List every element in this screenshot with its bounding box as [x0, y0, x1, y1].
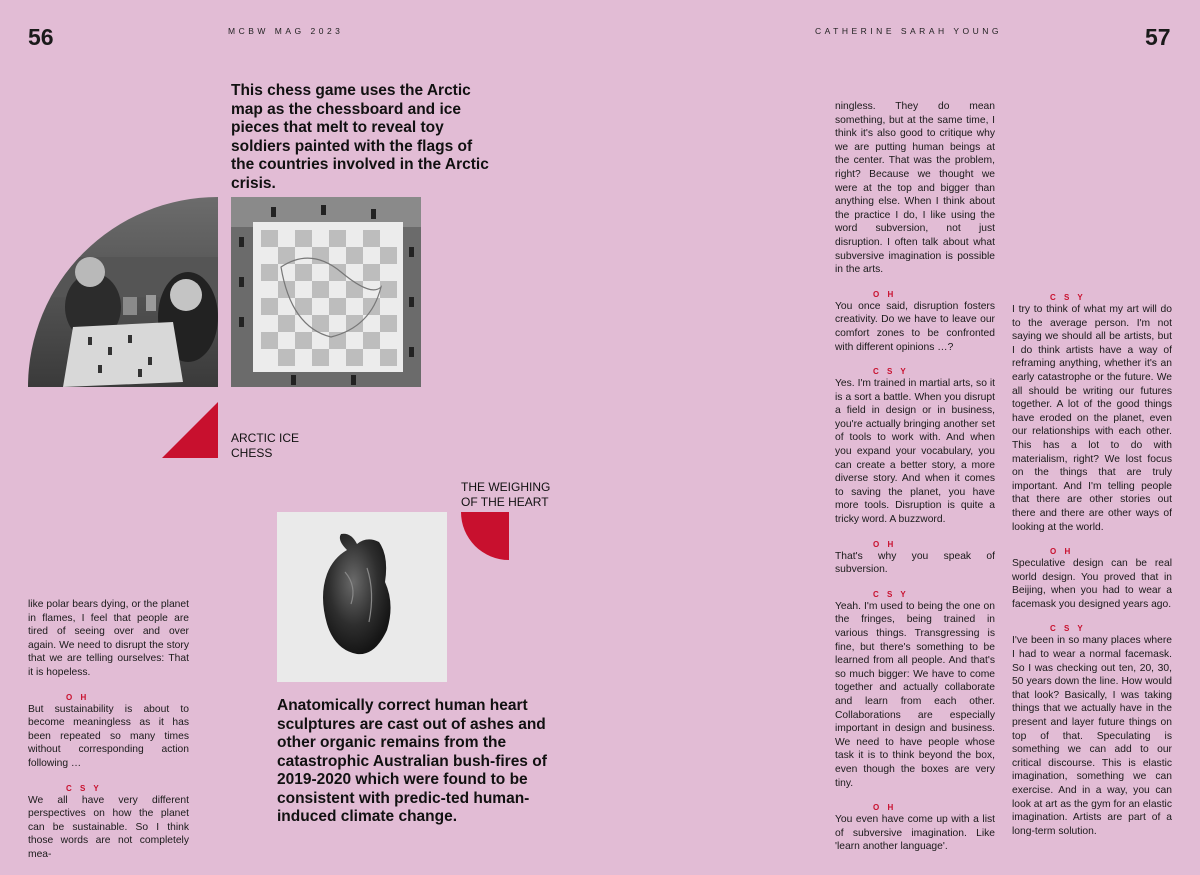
paragraph-text: You once said, disruption fosters creativity. Do we have to leave our comfort zones to be confronted with different opinions …? — [835, 300, 995, 353]
paragraph-text: ningless. They do mean something, but at the same time, I think it's also good to critique why we are putting human beings at the center. That was the problem, right? Because we thought we were at the top and bigger than anything else. When I think about the practice I do, I like using the word subversion, not just disruption. I often talk about what subversive imagination is possible in the arts. — [835, 101, 995, 276]
interview-paragraph — [835, 803, 995, 854]
running-header-right: CATHERINE SARAH YOUNG — [815, 26, 1003, 36]
interview-paragraph — [835, 290, 995, 354]
interview-paragraph — [28, 598, 189, 680]
interview-paragraph — [28, 784, 189, 862]
artwork-label-arctic — [231, 431, 299, 461]
accent-triangle — [162, 402, 218, 458]
artwork-label-heart — [461, 480, 550, 510]
text-column-1 — [28, 598, 189, 875]
page-number-left: 56 — [28, 24, 54, 50]
interview-paragraph — [28, 693, 189, 771]
paragraph-text: Speculative design can be real world design. You proved that in Beijing, when you had to wear a facemask you designed years ago. — [1012, 558, 1172, 610]
paragraph-text: We all have very different perspectives on how the planet can be sustainable. So I think those words are not completely mea- — [28, 794, 189, 860]
page-number-right: 57 — [1145, 24, 1171, 50]
text-column-2 — [835, 100, 995, 867]
interview-paragraph — [1012, 624, 1172, 838]
speaker-label: C S Y — [66, 783, 102, 793]
paragraph-text: I try to think of what my art will do to the average person. I'm not saying we should all be artists, but I do think artists have a way of reframing anything, whether it's an early catastrophe or the future. We all should be writing our futures together. A lot of the good things have eroded on the planet, even our relationships with each other. This has a lot to do with materialism, right? We lost focus on the things that are truly important. And I'm telling people that there are other stories out there and there are other ways of looking at the world. — [1012, 304, 1172, 533]
heart-caption: Anatomically correct human heart sculptures are cast out of ashes and other organic remains from the catastrophic Australian bush-fires of 2019-2020 which were found to be consistent with predic-ted human-induced climate change. — [277, 697, 547, 825]
artwork-label-arctic-line2: CHESS — [231, 446, 273, 460]
paragraph-text: I've been in so many places where I had to wear a normal facemask. So I was checking out ten, 20, 30, 50 years down the line. How would that look? Basically, I was taking things that we actually have in the present and layer future things on top of that. Speculating is something we can add to our critical discourse. This is elastic imagination, something we can exercise. And in a way, you can look at art as the gym for an elastic imagination. Artists are part of a long-term solution. — [1012, 635, 1172, 837]
interview-paragraph — [1012, 547, 1172, 611]
speaker-label: O H — [66, 692, 90, 702]
paragraph-text: That's why you speak of subversion. — [835, 550, 995, 576]
speaker-label: O H — [1050, 547, 1074, 557]
interview-paragraph — [1012, 293, 1172, 534]
paragraph-text: But sustainability is about to become meaningless as it has been repeated so many times without corresponding action following … — [28, 703, 189, 769]
chess-caption: This chess game uses the Arctic map as the chessboard and ice pieces that melt to reveal toy soldiers painted with the flags of the countries involved in the Arctic crisis. — [231, 82, 489, 192]
speaker-label: O H — [873, 539, 897, 549]
artwork-label-heart-line2: OF THE HEART — [461, 495, 549, 509]
paragraph-text: You even have come up with a list of subversive imagination. Like 'learn another language'. — [835, 814, 995, 853]
interview-paragraph — [835, 540, 995, 577]
speaker-label: C S Y — [873, 589, 909, 599]
speaker-label: O H — [873, 289, 897, 299]
running-header-left: MCBW MAG 2023 — [228, 26, 344, 36]
arctic-chessboard-photo — [231, 197, 421, 387]
speaker-label: C S Y — [1050, 624, 1086, 634]
accent-quarter-circle — [461, 512, 509, 560]
chess-players-photo — [28, 197, 218, 387]
speaker-label: O H — [873, 803, 897, 813]
heart-sculpture-photo — [277, 512, 447, 682]
interview-paragraph — [835, 590, 995, 790]
text-column-3 — [1012, 293, 1172, 851]
paragraph-text: Yeah. I'm used to being the one on the fringes, being trained in various things. Transgressing is fine, but there's something to be learned from all people. And that's so much bigger: We have to come together and actually collaborate and learn from each other. Collaborations are especially important in design and business. We need to have people whose task it is to think beyond the box, even though the boxes are very tiny. — [835, 600, 995, 789]
paragraph-text: Yes. I'm trained in martial arts, so it is a sort a battle. When you disrupt a field in design or in business, you're actually bringing another set of tools to work with. And when you expand your vocabulary, you can create a better story, a more diverse story. And when it comes to saving the planet, you have more tools. Disruption is quite a tricky word. A buzzword. — [835, 378, 995, 526]
interview-paragraph — [835, 367, 995, 527]
artwork-label-arctic-line1: ARCTIC ICE — [231, 431, 300, 445]
speaker-label: C S Y — [1050, 293, 1086, 302]
paragraph-text: like polar bears dying, or the planet in flames, I feel that people are tired of seeing over and over again. We need to disrupt the story that we are telling ourselves: That it is hopeless. — [28, 599, 189, 678]
speaker-label: C S Y — [873, 367, 909, 377]
artwork-label-heart-line1: THE WEIGHING — [461, 480, 551, 494]
interview-paragraph — [835, 100, 995, 277]
